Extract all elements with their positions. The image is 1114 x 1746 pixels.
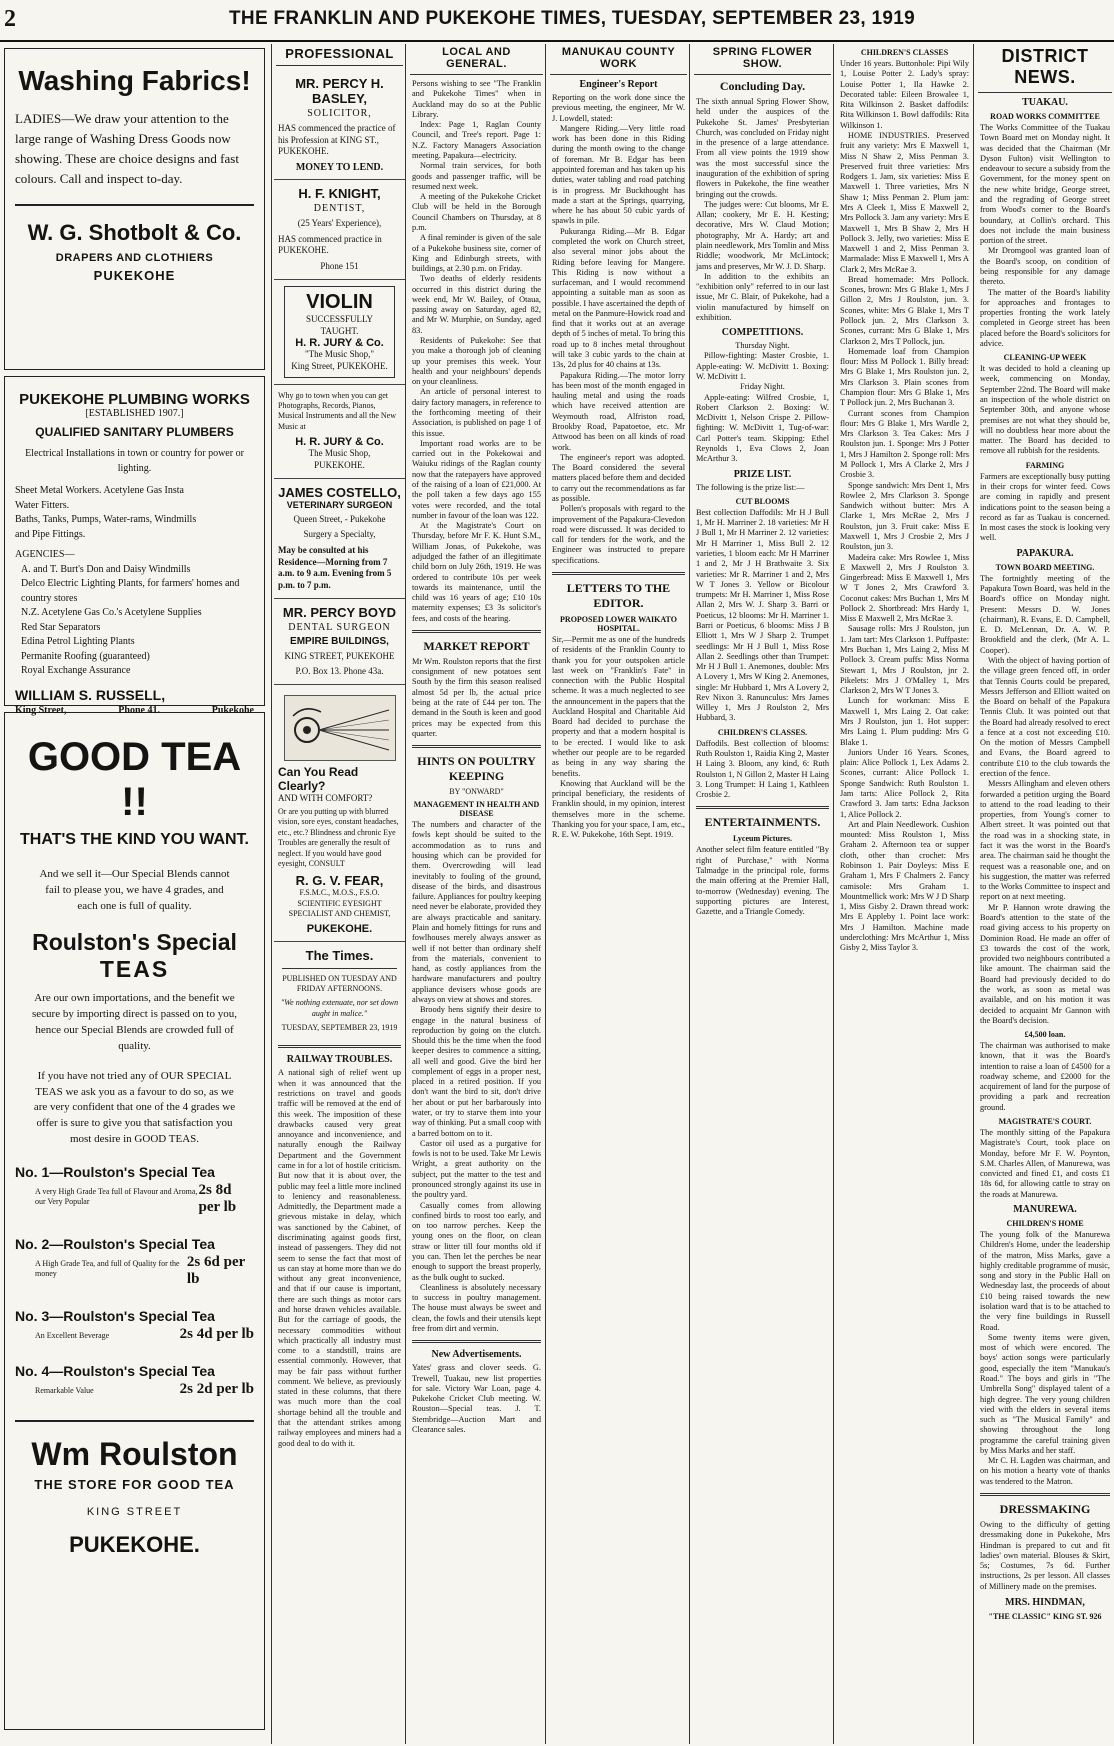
article-subheading: Concluding Day. <box>719 79 806 93</box>
district-news-column <box>976 44 1114 1744</box>
article-paragraph: Mr Dromgool was granted loan of the Board's scoop, on condition of being responsible for any damage thereto. <box>980 246 1110 287</box>
card-sub: (25 Years' Experience), <box>297 218 382 229</box>
eye-chart-illustration <box>284 695 396 761</box>
card-title: VIOLIN <box>306 290 373 313</box>
plumbing-works-ad <box>4 376 265 716</box>
article-subheading: CLEANING-UP WEEK <box>1003 353 1087 363</box>
ad-street: KING STREET <box>86 1506 183 1519</box>
article-subheading: FARMING <box>1025 460 1065 470</box>
ad-body-2: If you have not tried any of OUR SPECIAL TEAS we ask you as a favour to do so, as we are very confident that one of the 4 grades we offer is sure to give you that satisfaction you most desire in GOOD TEAS. <box>33 1069 236 1146</box>
article-subheading: MANAGEMENT IN HEALTH AND DISEASE <box>413 800 540 819</box>
ad-headline: GOOD TEA !! <box>27 735 242 824</box>
ad-established: [ESTABLISHED 1907.] <box>85 408 184 419</box>
card-sub: "The Music Shop," <box>304 349 375 360</box>
article-paragraph: Farmers are exceptionally busy putting in their crops for winter feed. Cows are coming in rapidly and present indications point to the season being a record as far as Tuakau is concerned. In most cases the stock is looking very well. <box>980 471 1110 543</box>
article-paragraph: Mr P. Hannon wrote drawing the Board's attention to the state of the road giving access to his property on Dominion Road. He made an offer of £3 towards the cost of the work, provided two neighbours contributed a like amount. The chairman said the Board had previously decided to do the work, as soon as metal was available, and on his motion it was decided to acquaint Mr Gannon with the Board's decision. <box>980 902 1110 1025</box>
card-town: PUKEKOHE. <box>314 459 365 470</box>
article-subheading: CUT BLOOMS <box>735 496 790 506</box>
ad-street: King Street, <box>15 704 67 716</box>
card-text: HAS commenced the practice of his Profession at KING ST., PUKEKOHE. <box>278 123 396 157</box>
section-header: PROFESSIONAL <box>276 44 403 66</box>
card-title: The Times. <box>305 947 374 963</box>
tea-grade <box>15 1363 254 1398</box>
card-text: PUBLISHED ON TUESDAY AND FRIDAY AFTERNOONS. <box>282 973 397 993</box>
article-paragraph: Yates' grass and clover seeds. G. Trewell, Tuakau, new list properties for sale. Victory War Loan, page 4. Pukekohe Cricket Club meeting. W. Rouston—Special teas. J. T. Stembridge—Auction Mart and Clearance sales. <box>412 1363 541 1434</box>
article-paragraph: A meeting of the Pukekohe Cricket Club will be held in the Borough Council Chambers on Thursday, at 8 p.m. <box>412 192 541 232</box>
article-heading: TUAKAU. <box>1022 97 1068 108</box>
article-paragraph: With the object of having portion of the village green fenced off, in order that Tennis Courts could be prepared, Messrs Jefferson and Elliott waited on the Board on behalf of the Papakura Tennis Club. It was pointed out that the Board had already resolved to erect a fence at a cost not exceeding £10. On the motion of Messrs Campbell and Evans, the Board agreed to contribute £10 to the club towards the erection of the fence. <box>980 655 1110 779</box>
article-paragraph: Juniors Under 16 Years. Scones, plain: Alice Pollock 1, Lex Adams 2. Scones, currant: Alice Pollock 1. Sponge Sandwich: Ruth Roulston 1. Jam tarts: Alice Pollock 2, Rita Crawford 3. Jam tarts: Edna Jackson 1, Alice Pollock 2. <box>840 747 969 819</box>
ad-title: PUKEKOHE PLUMBING WORKS <box>19 391 250 408</box>
tea-grade-desc: Remarkable Value <box>35 1386 94 1396</box>
card-name: MR. PERCY H. BASLEY, <box>295 76 384 106</box>
list-item: Water Fitters. <box>15 499 70 511</box>
card-name: H. R. JURY & Co. <box>295 337 384 350</box>
card-text: Why go to town when you can get Photographs, Records, Pianos, Musical Instruments and all the New Music at <box>278 390 396 431</box>
card-line: SUCCESSFULLY TAUGHT. <box>305 313 374 336</box>
list-item: Red Star Separators <box>21 621 101 633</box>
violin-card <box>274 280 405 385</box>
ad-town: PUKEKOHE <box>93 267 176 283</box>
article-paragraph: The monthly sitting of the Papakura Magistrate's Court, took place on Monday, before Mr F. W. Poynton, S.M. Charles Allen, of Manurewa, was convicted and fined £1, and costs £1 18s 6d, for allowing cattle to stray on the roads at Manurewa. <box>980 1128 1110 1199</box>
tea-grade-name: No. 2—Roulston's Special Tea <box>15 1236 215 1253</box>
article-paragraph: Pukuranga Riding.—Mr B. Edgar completed the work on Church street, also several minor jobs about the Riding before leaving for Mangere. This Riding is now without a surfaceman, and I would recommend appointing a suitable man as soon as possible. I have ascertained the depth of metal on the Panmure-Howick road and find that it works out at an average depth of 5 inches of metal. To bring this road up to 8 inches metal throughout will take 3 cubic yards to the chain at 13s, 2d plus for 40 chains at 13s. <box>552 226 685 370</box>
advertisement-column <box>0 44 272 1744</box>
article-paragraph: Bread homemade: Mrs Pollock. Scones, brown: Mrs G Blake 1, Mrs J Gillon 2, Mrs J Roulston, jun. 3. Scones, white: Mrs G Blake 1, Mrs T Pollock jun. 2, Mrs Clarkson 3. Scones, currant: Mrs G Blake 1, Mrs Clarkson 2, Mrs T Pollock, jun. <box>840 274 969 346</box>
article-paragraph: Homemade loaf from Champion flour: Miss M Pollock 1. Billy bread: Mrs G Blake 1, Mrs Roulston jun. 2, Mrs Clarkson 3. Plain scones from Champion flour: Mrs G Blake 1, Mrs T Pollock jun. 2, Mrs Buchanan 3. <box>840 346 969 408</box>
ad-firm-name: W. G. Shotbolt & Co. <box>27 219 242 245</box>
ad-body: Are our own importations, and the benefit we secure by importing direct is passed on to you, hence our Special Blends are crowded full of quality. <box>32 991 237 1052</box>
boyd-card <box>274 599 405 685</box>
article-paragraph: Persons wishing to see "The Franklin and Pukekohe Times" when in Auckland may do so at the Public Library. <box>412 79 541 119</box>
list-item: and Pipe Fittings. <box>15 528 86 540</box>
article-paragraph: Index: Page 1, Raglan County Council, and Tree's report. Page 1: N.Z. Factory Managers Association meeting. Papakura—electricity. <box>412 120 541 160</box>
article-heading: HINTS ON POULTRY KEEPING <box>417 754 536 784</box>
ad-footer <box>15 705 254 716</box>
article-paragraph: Currant scones from Champion flour: Mrs G Blake 1, Mrs Wardle 2, Mrs Clarkson 3. Tea Cakes: Mrs J Roulston jun. 1. Sponge: Mrs J Potter 1, Mrs J Hamilton 2. Sponge roll: Mrs M Pollock 1, Mrs A Clarke 2, Mrs J Crosbie 3. <box>840 408 969 480</box>
professional-column <box>274 44 406 1744</box>
article-paragraph: Mr Wm. Roulston reports that the first consignment of new potatoes sent South by the firm this season realised almost 5d per lb, the actual price being at the rate of £44 per ton. The demand in the South is keen and good prices may be expected from this quarter. <box>412 656 541 738</box>
newspaper-title: THE FRANKLIN AND PUKEKOHE TIMES, TUESDAY, SEPTEMBER 23, 1919 <box>229 8 915 29</box>
basley-card <box>274 70 405 180</box>
tea-grade-price: 2s 8d per lb <box>198 1182 237 1216</box>
article-heading: MARKET REPORT <box>423 638 530 653</box>
article-paragraph: Under 16 years. Buttonhole: Pipi Wily 1, Louise Potter 2. Lady's spray: Louise Potter 1, Ila Hawke 2. Decorated table: Eileen Browalee 1, Rita Wilkinson 2. Basket daffodils: Rita Wilkinson 1. Bowl daffodils: Rita Wilkinson 1. <box>840 59 969 130</box>
list-item: Baths, Tanks, Pumps, Water-rams, Windmills <box>15 514 197 525</box>
article-heading: New Advertisements. <box>431 1349 522 1361</box>
article-paragraph: HOME INDUSTRIES. Preserved fruit any variety: Mrs E Maxwell 1, Miss N Shaw 2, Miss Penman 3. Preserved fruit three varieties: Mrs Rodgers 1. Jam, six varieties: Miss E Maxwell 1. Three varieties, Mrs N Shaw 1; Miss Penman 2. Plum jam: Mrs A Cleek 1, Miss E Maxwell 2, Mrs Pollock 3. Jam any variety: Mrs E Maxwell 1, Mrs B Shaw 2, Mrs H Pollock 3. Jelly, two varieties: Miss E Maxwell 1 and 2, Miss Penman 3. Marmalade: Miss E Maxwell 1, Mrs A Clark 2, Mrs McRae 3. <box>840 130 969 274</box>
section-header: CHILDREN'S CLASSES <box>860 48 949 57</box>
card-name: MR. PERCY BOYD <box>282 604 397 620</box>
list-item: Delco Electric Lighting Plants, for farmers' homes and country stores <box>21 578 240 604</box>
article-paragraph: Madeira cake: Mrs Rowlee 1, Miss E Maxwell 2, Mrs J Roulston 3. Gingerbread: Miss E Maxwell 1, Mrs W T Jones 2, Mrs Crawford 3. Coconut cakes: Mrs Buchan 1, Mrs M Pollock 2. Shortbread: Mrs Hardy 1, Miss E Maxwell 2, Mrs McRae 3. <box>840 552 969 624</box>
card-sub: The Music Shop, <box>308 448 371 459</box>
divider <box>412 745 541 748</box>
list-item: N.Z. Acetylene Gas Co.'s Acetylene Supplies <box>21 607 202 618</box>
ad-address: "THE CLASSIC" KING ST. 926 <box>988 1612 1102 1621</box>
violin-box <box>284 286 395 378</box>
card-address: King Street, PUKEKOHE. <box>291 360 388 371</box>
fear-card <box>274 685 405 942</box>
article-paragraph: Reporting on the work done since the previous meeting, the engineer, Mr W. J. Lowdell, stated: <box>552 93 685 123</box>
article-paragraph: Best collection Daffodils: Mr H J Bull 1, Mr H. Marriner 2. 18 varieties: Mr H J Bull 1, Mr H Marriner 2. 12 varieties: Mr H Marriner 1, Miss Bull 2. 12 varieties, 1 bloom each: Mr H Marriner 1 and 2, Mr J H Brathwaite 3. Six varieties: Mr R. Marriner 1 and 2, Mrs W T Jones 3. Yellow or Bicolour trumpets: Mr H. Marriner 1, Miss Rose Allan 2, Mrs W. J. Sharp 3. Barri or Poeticus, 12 blooms: Mr H. Marriner 1. Barri or Poeticus, 6 blooms: Miss J B Elliott 1, Mrs W J Sharp 2. Trumpet seedlings: Mr H J Bull 1, Miss Rose Allan 2. Seedlings other than Trumpet: Mr H J Bull 1. Anemones, double: Mrs A Lovery 1, Mrs W King 2. Anemones, single: Mr Hubbard 1, Mrs A Lovery 2, Rev Nixon 3. Ranunculus: Mrs James Willey 1, Mrs J Roulston 2, Mrs Hubbard, 3. <box>696 507 829 723</box>
tea-grade-name: No. 1—Roulston's Special Tea <box>15 1164 215 1181</box>
article-paragraph: Pollen's proposals with regard to the improvement of the Papakura-Clevedon road were discussed. It was decided to call for tenders for the work, and the Engineer was instructed to prepare specifications. <box>552 504 685 565</box>
manukau-column <box>548 44 690 1744</box>
list-item: A. and T. Burt's Don and Daisy Windmills <box>21 563 191 575</box>
divider <box>552 572 685 575</box>
card-line: SCIENTIFIC EYESIGHT SPECIALIST AND CHEMIST, <box>288 898 391 919</box>
article-byline: BY "ONWARD" <box>449 787 504 797</box>
article-heading: PAPAKURA. <box>1016 547 1074 559</box>
section-header: SPRING FLOWER SHOW. <box>694 44 831 75</box>
article-paragraph: Sponge sandwich: Mrs Dent 1, Mrs Rowlee 2, Mrs Clarkson 3. Sponge Sandwich without butter: Mrs A Clarke 1, Mrs McRae 2, Mrs J Roulston, jun 3. Fruit cake: Miss E Maxwell 1, Mrs J Crosbie 2, Mrs J Roulston, jun 3. <box>840 480 969 552</box>
article-paragraph: Sir,—Permit me as one of the hundreds of residents of the Franklin County to thank you for your outspoken article last week on "Franklin's Fate" in connection with the Public Hospital scheme. It was a much neglected to see the announcement in the papers that the Auckland Hospital and Charitable Aid Board had decided to purchase the property and that a modern hospital is to be erected. I would like to ask whether our people are to be regarded as being in any way sharing the benefits. <box>552 634 685 778</box>
article-subheading: ROAD WORKS COMMITTEE <box>990 112 1100 121</box>
article-paragraph: Pillow-fighting: Master Crosbie, 1. Apple-eating: W. McDivitt 1. Boxing: W. McDivitt 1. <box>696 351 829 382</box>
article-heading: ENTERTAINMENTS. <box>704 815 821 830</box>
article-paragraph: Owing to the difficulty of getting dressmaking done in Pukekohe, Mrs Hindman is prepared to cut and fit ladies' own material. Blouses & Skirt, 5s; Costumes, 7s 6d. Further instructions, 2s per lesson. All classes of Millinery made on the premises. <box>980 1520 1110 1591</box>
tea-grade <box>15 1236 254 1288</box>
card-name: H. F. KNIGHT, <box>298 186 381 202</box>
article-paragraph: Normal train services, for both goods and passenger traffic, will be resumed next week. <box>412 161 541 191</box>
divider <box>696 806 829 809</box>
tea-grade-name: No. 4—Roulston's Special Tea <box>15 1363 215 1380</box>
card-box: P.O. Box 13. Phone 43a. <box>295 666 384 677</box>
article-paragraph: The matter of the Board's liability for approaches and frontages to properties fronting the work lately completed in George street has been placed before the Board's solicitors for advice. <box>980 287 1110 348</box>
article-paragraph: Cleanliness is absolutely necessary to success in poultry management. The house must always be sweet and clean, the fowls and their utensils kept free from dirt and vermin. <box>412 1282 541 1333</box>
card-text: May be consulted at his Residence—Morning from 7 a.m. to 9 a.m. Evening from 5 p.m. to 7 p.m. <box>278 544 392 590</box>
article-heading: COMPETITIONS. <box>721 327 804 339</box>
article-paragraph: Two deaths of elderly residents occurred in this district during the week end, Mr W. Bailey, of Otaua, passing away on Saturday, aged 82, and Mr W. Murphie, on Sunday, aged 83. <box>412 274 541 335</box>
tea-grade <box>15 1164 254 1216</box>
ad-body: LADIES—We draw your attention to the large range of Washing Dress Goods now showing. These are choice designs and fast colours. Call and inspect to-day. <box>15 111 239 187</box>
article-paragraph: Knowing that Auckland will be the principal beneficiary, the residents of Franklin should, in my opinion, interest themselves more in the scheme. Thanking you for your space, I am, etc., R. E. W. Pukekohe, 16th Sept. 1919. <box>552 778 685 840</box>
ad-firm-name: WILLIAM S. RUSSELL, <box>15 686 166 703</box>
article-paragraph: In addition to the exhibits an "exhibition only" referred to in our last issue, Mr C. Blair, of Pukekohe, had a violin manufactured by himself on exhibition. <box>696 271 829 322</box>
ad-firm-name: MRS. HINDMAN, <box>1005 1597 1085 1608</box>
section-header: DISTRICT NEWS. <box>978 44 1112 93</box>
article-paragraph: Residents of Pukekohe: See that you make a thorough job of cleaning up your premises this week. Your health and your neighbours' depends on your cleanliness. <box>412 336 541 387</box>
prize-list-column <box>836 44 974 1744</box>
card-role: SOLICITOR, <box>307 108 372 119</box>
card-address: Queen Street, - Pukekohe <box>293 513 386 524</box>
list-item: Sheet Metal Workers. Acetylene Gas Insta <box>15 485 184 496</box>
article-subheading: TOWN BOARD MEETING. <box>995 562 1095 572</box>
washing-fabrics-ad <box>4 48 265 370</box>
article-paragraph: Casually comes from allowing confined birds to roost too early, and on too narrow perches. Keep the young ones on the floor, on clean straw or litter till four months old if you can. Then let the perches be near enough to support the breast properly, as the bulk ought to sucked. <box>412 1200 541 1282</box>
agencies-label: AGENCIES— <box>15 549 75 560</box>
article-heading: PRIZE LIST. <box>733 468 792 480</box>
good-tea-ad <box>4 712 265 1730</box>
article-line: Thursday Night. <box>735 341 790 351</box>
article-paragraph: Art and Plain Needlework. Cushion mounted: Miss Roulston 1, Miss Graham 2. Afternoon tea or supper cloth, other than crochet: Mrs Robinson 1. Pair Doyleys: Miss E Graham 1, Mrs F Chalmers 2. Fancy camisole: Mrs Graham 1. Mountmellick work: Mrs W J D Sharp 1, Miss Gisby 2. Drawn thread work: Mrs E Appleby 1. Point lace work: Mrs J Hamilton. Machine made underclothing: Mrs McArthur 1, Miss Gisby 2, Miss Taylor 3. <box>840 819 969 953</box>
tea-grade <box>15 1308 254 1343</box>
card-text: Or are you putting up with blurred vision, sore eyes, constant headaches, etc., etc.? Blindness and chronic Eye Troubles are generally the result of neglect. If you would have good eyesight, CONSULT <box>278 807 399 868</box>
article-paragraph: Some twenty items were given, most of which were encored. The boys' action songs were particularly good, especially the item "Manukau's Road." The boys and girls in "The Umbrella Song" displayed talent of a high degree. The very young children vied with the elders in several items such as "The Musical Family" and showing throughout the long programme the careful training given by Miss Marks and her staff. <box>980 1332 1110 1455</box>
card-text: HAS commenced practice in PUKEKOHE. <box>278 233 382 256</box>
article-paragraph: Sausage rolls: Mrs J Roulston, jun 1. Jam tart: Mrs Clarkson 1. Puffpaste: Mrs Buchan 1, Mrs Laing 2, Miss M Pollock 3. Cream puffs: Miss Norma Stewart 1, Mrs J Roulston, jnr 2. Pikelets: Mrs J O'Malley 1, Mrs Clarkson 2, Mrs W T Jones 3. <box>840 624 969 696</box>
card-building: EMPIRE BUILDINGS, <box>290 635 389 647</box>
article-paragraph: Mr C. H. Lagden was chairman, and on his motion a hearty vote of thanks was tendered to the Matron. <box>980 1456 1110 1486</box>
article-paragraph: The judges were: Cut blooms, Mr E. Allan; cookery, Mr E. H. Kesting; decorative, Mrs W. Claud Motion; photography, Mr A. Hardy; art and plain needlework, Mrs Tomlin and Miss Riddle; woodwork, Mr McLintock; jams and preserves, Mr W. J. D. Sharp. <box>696 199 829 271</box>
tea-grade-price: 2s 6d per lb <box>186 1254 245 1288</box>
service-list <box>15 484 254 542</box>
ad-intro: Electrical Installations in town or country for power or lighting. <box>25 448 244 474</box>
divider <box>282 968 397 969</box>
ad-town: PUKEKOHE. <box>69 1532 200 1558</box>
card-role: VETERINARY SURGEON <box>286 499 393 510</box>
article-heading: RAILWAY TROUBLES. <box>286 1054 393 1066</box>
article-paragraph: Another select film feature entitled "By right of Purchase," with Norma Talmadge in the principal role, forms the main offering at the Premier Hall, to-morrow (Wednesday) evening. The supporting pictures are Interest, Gazette, and a Triangle Comedy. <box>696 845 829 917</box>
ad-heading-teas: TEAS <box>99 955 170 982</box>
spring-show-column <box>692 44 834 1744</box>
card-role: DENTIST, <box>313 203 366 215</box>
jury-card <box>274 385 405 479</box>
article-paragraph: The numbers and character of the fowls kept should be suited to the accommodation as to runs and housing which can be provided for them. Overcrowding will lead inevitably to fouling of the ground, disease of the birds, and disastrous failure. Appliances for poultry keeping need never be elaborate, provided they are always practicable and sanitary. Plain and homely fittings for runs and fowlhouses merely always answer as well if not better than ordinary shelf from the materials, convenient to hand, as costly appliances from the hardware manufacturers and poultry appliance devisers whose goods are always on view at shows and stores. <box>412 820 541 1004</box>
masthead <box>0 0 1114 42</box>
article-paragraph: The following is the prize list:— <box>696 482 805 492</box>
article-paragraph: Castor oil used as a purgative for fowls is not to be used. Take Mr Lewis Wright, a great authority on the subject, put the matter to the test and pronounced strongly against its use in the poultry yard. <box>412 1138 542 1200</box>
article-paragraph: The young folk of the Manurewa Children's Home, under the leadership of the matron, Miss Marks, gave a highly creditable programme of music, song and story in the Public Hall on Wednesday last, the proceeds of about £10 being raised towards the new isolation ward that is to be attached to the very fine buildings in Russell Road. <box>980 1230 1110 1332</box>
article-subheading: CHILDREN'S HOME <box>1006 1219 1084 1228</box>
divider <box>278 1045 401 1048</box>
card-role: DENTAL SURGEON <box>288 621 391 633</box>
card-address: KING STREET, PUKEKOHE <box>284 650 395 661</box>
tea-price-list <box>15 1164 254 1398</box>
list-item: Edina Petrol Lighting Plants <box>21 636 135 647</box>
article-paragraph: A national sigh of relief went up when it was announced that the restrictions on travel and goods traffic will be removed at the end of this week. The imposition of these drawbacks caused very great annoyance and inconvenience, and naturally enough the Railway Department and the Government came in for a lot of hostile criticism. But now that it is about over, the public may feel a little more inclined to leniency and reasonableness. Admittedly, the Department made a grievous mistake in delay, which was sanctioned by the Cabinet, of discriminating against goods first, instead of passengers. They did not seem to sense the fact that most of us can stay at home more than we do without any great inconvenience, and that if our cause is important, there are such things as motor cars and horse drawn vehicles available. But for the carriage of goods, the necessary commodities without which practically all industry must come to a standstill, trains are essential commonly. However, that may be fair pass without further comment. We believe, as previously stated in these columns, that there was much more than the coal shortage behind all the trouble and that the attendant strikes among railway employees and miners had a good deal to do with it. <box>278 1068 401 1448</box>
card-name: R. G. V. FEAR, <box>295 873 384 889</box>
card-title: Can You Read Clearly? <box>278 765 359 793</box>
card-town: PUKEKOHE. <box>306 922 373 935</box>
article-paragraph: Messrs Allingham and eleven others forwarded a petition urging the Board to attend to the road leading to their properties, from Young's corner to Albert street. It was pointed out that the road was in a shocking state, in fact it was the worst in the Board's area. The chairman said he thought the request was a reasonable one, and on his suggestion, the matter was referred to the Works Committee to inspect and report on at next meeting. <box>980 779 1110 902</box>
article-paragraph: Lunch for workman: Miss E Maxwell 1, Mrs Laing 2. Oat cake: Mrs J Roulston, jun 1. Hot supper: Mrs Laing 1. Plum pudding: Mrs G Blake 1. <box>840 696 969 747</box>
ad-town: Pukekohe <box>211 704 254 716</box>
ad-title: Washing Fabrics! <box>18 65 251 96</box>
local-general-column <box>408 44 546 1744</box>
article-heading: DRESSMAKING <box>999 1502 1091 1517</box>
tea-grade-name: No. 3—Roulston's Special Tea <box>15 1308 215 1325</box>
list-item: Permanite Roofing (guaranteed) <box>21 650 150 662</box>
ad-phone: Phone 41. <box>118 704 160 716</box>
section-header: MANUKAU COUNTY WORK <box>550 44 687 75</box>
article-subheading: Lyceum Pictures. <box>733 834 792 844</box>
ad-line: DRAPERS AND CLOTHIERS <box>55 251 214 264</box>
article-paragraph: Papakura Riding.—The motor lorry has been most of the month engaged in hauling metal and using the roads which have received attention are Weymouth road, Alfriston road, Brookby Road, Papatoetoe, etc. Mr Attwood has been on all kinds of road work. <box>552 370 685 452</box>
article-paragraph: The chairman was authorised to make known, that it was the Board's intention to raise a loan of £4500 for a roadway scheme, and £2000 for the acquirement of land for the purpose of providing a park and recreation ground. <box>980 1041 1110 1112</box>
ad-firm-name: Wm Roulston <box>31 1436 238 1473</box>
tea-grade-desc: A very High Grade Tea full of Flavour and Aroma, our Very Popular <box>35 1187 198 1206</box>
article-subheading: PROPOSED LOWER WAIKATO HOSPITAL. <box>560 614 677 633</box>
times-notice <box>274 942 405 1040</box>
article-paragraph: Apple-eating: Wilfred Crosbie, 1, Robert Clarkson 2. Boxing: W. McDivitt 1, Nelson Crispe 2. Pillow-fighting: W. McDivitt 1, Tug-of-war: Carl Potter's team. Skipping: Ethel Reynolds 1, Eva Clows 2, Joan McArthur 3. <box>696 392 829 464</box>
card-date: TUESDAY, SEPTEMBER 23, 1919 <box>281 1023 398 1033</box>
article-paragraph: Daffodils. Best collection of blooms: Ruth Roulston 1, Raidia King 2, Master H Laing 3. Bloom, any kind, 6: Ruth Roulston 1, N Gillon 2, Master H Laing 3. Long Trumpet: H Laing 1, Kathleen Crosbie 2. <box>696 738 829 800</box>
ad-tagline: THE STORE FOR GOOD TEA <box>34 1477 235 1493</box>
card-name: H. R. JURY & Co. <box>295 436 384 449</box>
divider <box>412 630 541 633</box>
article-subheading: MAGISTRATE'S COURT. <box>998 1117 1092 1127</box>
card-qualifications: F.S.M.C., M.O.S., F.S.O. <box>299 888 380 898</box>
card-name: JAMES COSTELLO, <box>278 484 401 500</box>
tea-grade-desc: An Excellent Beverage <box>35 1331 110 1341</box>
ad-heading: QUALIFIED SANITARY PLUMBERS <box>35 425 234 439</box>
article-paragraph: An article of personal interest to dairy factory managers, in reference to the forthcoming meeting of their Association, is published on page 1 of this issue. <box>412 387 541 438</box>
article-paragraph: The fortnightly meeting of the Papakura Town Board, was held in the Board's office on Monday night. Present: Messrs D. W. Jones (chairman), R. Evans, E. D. Campbell, E. D. McLennan, Dr. A. W. P. Brookfield and the clerk, (Mr A. L. Cooper). <box>980 573 1110 655</box>
article-paragraph: It was decided to hold a cleaning up week, commencing on Monday, September 22nd. The Board will make an inspection of the whole district on September 30th, and anyone whose premises are not what they should be, will no doubtless hear more about the matter. The Board has decided to remove all rubbish for the residents. <box>980 364 1110 456</box>
agency-list <box>15 563 254 679</box>
article-paragraph: The sixth annual Spring Flower Show, held under the auspices of the Pukekohe St. James' Presbyterian Church, was concluded on Friday night in the presence of a large attendance. From all view points the 1919 show was the most successful since the inauguration of the exhibition of spring flowers in Pukekohe, the fine weather bringing out the crowds. <box>696 97 829 199</box>
article-subheading: Engineer's Report <box>579 79 658 90</box>
article-subheading: CHILDREN'S CLASSES. <box>717 727 808 737</box>
article-paragraph: The engineer's report was adopted. The Board considered the several matters placed before them and decided to carry out the recommendations as far as possible. <box>552 452 685 503</box>
ad-intro: And we sell it—Our Special Blends cannot fail to please you, we have 4 grades, and each one is full of quality. <box>39 868 230 912</box>
card-specialty: Surgery a Specialty, <box>303 529 376 540</box>
article-paragraph: Important road works are to be carried out in the Pokekowai and Waiuku ridings of the Raglan county now that the ratepayers have approved of the raising of a loan of £21,000. At the poll taken a few days ago 155 votes were recorded, and the total number in favour of the loan was 122. <box>412 438 541 520</box>
tea-grade-desc: A High Grade Tea, and full of Quality for the money <box>35 1259 180 1278</box>
article-paragraph: The Works Committee of the Tuakau Town Board met on Monday night. It was decided that the Chairman (Mr Dyson Fulton) visit Wellington to endeavour to secure a subsidy from the Government, for the money spent on the new white bridge, George street, and the regrading of George street from Wood's corner to the Board's boundary, at Collin's orchard. This does not include the main business portion of the street. <box>980 123 1110 246</box>
article-paragraph: At the Magistrate's Court on Thursday, before Mr F. K. Hunt S.M., William Jonas, of Pukekohe, was adjudged the father of an illegitimate child born on July 26th, 1919. He was ordered to contribute 10s per week towards its maintenance, until the child was 16 years of age; £10 10s maternity expenses; £3 3s solicitor's fees, and costs of the hearing. <box>412 521 541 623</box>
article-paragraph: A final reminder is given of the sale of a Pukekohe business site, corner of King and Edinburgh streets, with buildings, at 2.30 p.m. on Friday. <box>412 233 541 274</box>
divider <box>412 1340 541 1343</box>
divider <box>15 204 254 206</box>
knight-card <box>274 180 405 280</box>
costello-card <box>274 479 405 599</box>
page-number: 2 <box>4 6 16 32</box>
divider <box>15 1420 254 1422</box>
list-item: Royal Exchange Assurance <box>21 665 131 676</box>
article-subheading: £4,500 loan. <box>1024 1030 1066 1040</box>
article-heading: MANUREWA. <box>1013 1204 1077 1215</box>
card-sub: AND WITH COMFORT? <box>278 793 373 803</box>
tea-grade-price: 2s 4d per lb <box>179 1326 254 1343</box>
article-paragraph: Mangere Riding.—Very little road work has been done in this Riding during the month owing to the change of foreman. Mr B. Edgar has been appointed foreman and has taken up his duties, water tabling and road patching is in progress. Mr Buckthought has made a start at the Springs, quarrying, where he has about 50 cubic yards of spawls in pile. <box>552 123 685 226</box>
card-footer: MONEY TO LEND. <box>295 162 384 174</box>
card-motto: "We nothing extenuate, nor set down aught in malice." <box>280 998 399 1018</box>
article-heading: LETTERS TO THE EDITOR. <box>566 580 671 610</box>
article-paragraph: Broody hens signify their desire to engage in the natural business of reproduction by going on the clutch. Should this be the time when the food keeper desires to commence a sitting, all well and good. Give the bird her complement of eggs in a proper nest, placed in a retired position. If you don't want the bird to sit, don't drive her about or put her barbarously into water, or try to starve them into your way of thinking. Put a small coop with a barred bottom on to it. <box>412 1005 541 1138</box>
tea-grade-price: 2s 2d per lb <box>179 1381 254 1398</box>
ad-subline: THAT'S THE KIND YOU WANT. <box>20 831 249 848</box>
divider <box>980 1493 1110 1496</box>
section-header: LOCAL AND GENERAL. <box>410 44 543 75</box>
ad-heading: Roulston's Special <box>32 928 237 955</box>
card-phone: Phone 151 <box>320 261 359 272</box>
article-line: Friday Night. <box>740 382 785 392</box>
